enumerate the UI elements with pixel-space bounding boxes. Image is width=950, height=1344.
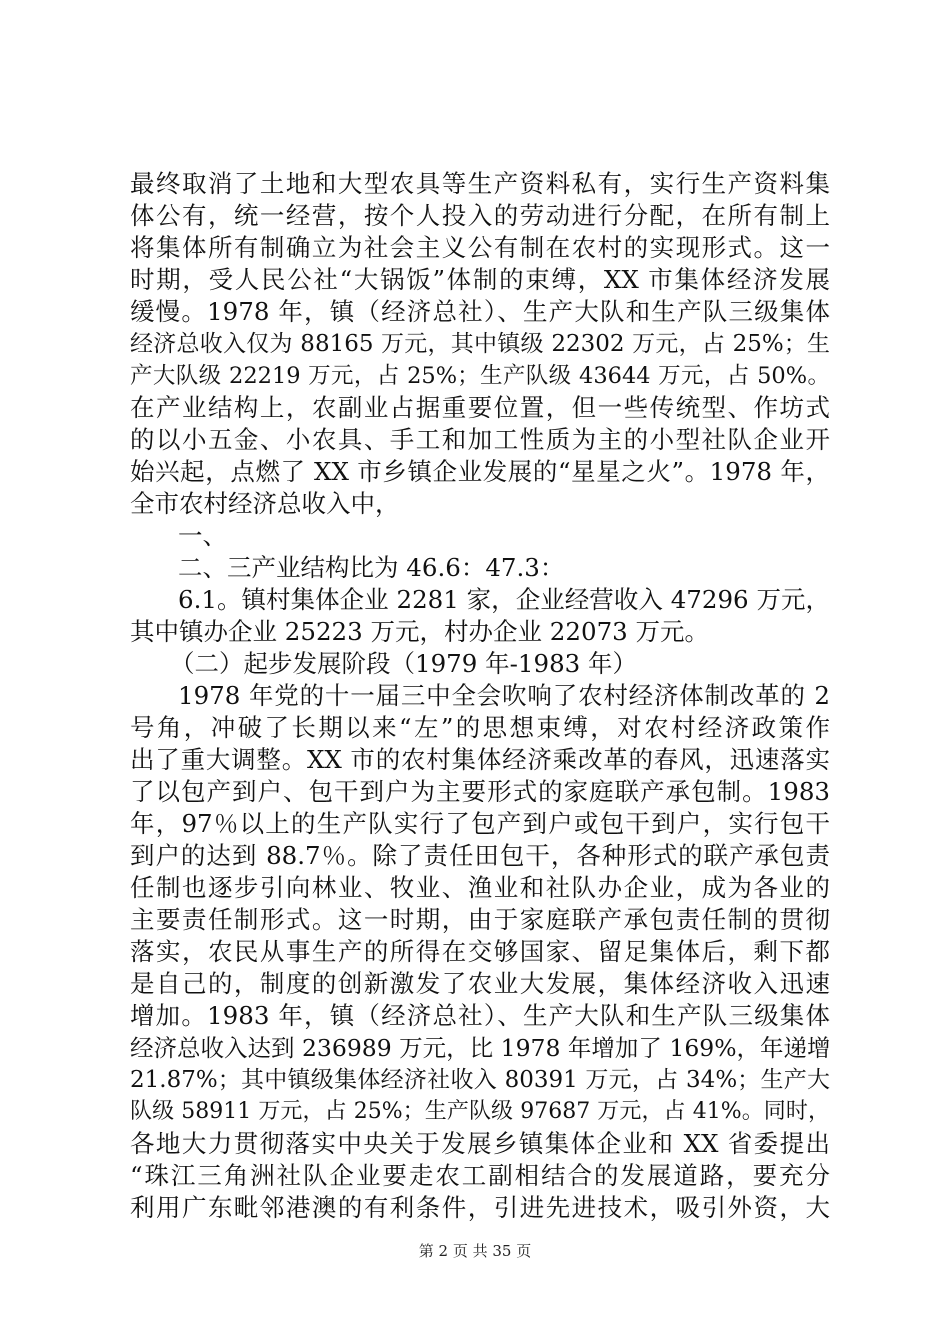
text-line: 的以小五金、小农具、手工和加工性质为主的小型社队企业开	[130, 425, 830, 454]
text-line: 体公有，统一经营，按个人投入的劳动进行分配，在所有制上	[130, 201, 830, 230]
text-line: 产大队级 22219 万元，占 25%；生产队级 43644 万元，占 50%。	[130, 363, 830, 389]
text-line: 缓慢。1978 年，镇（经济总社）、生产大队和生产队三级集体	[130, 297, 830, 326]
text-line: 落实，农民从事生产的所得在交够国家、留足集体后，剩下都	[130, 937, 830, 966]
text-line: 全市农村经济总收入中，	[130, 489, 400, 518]
text-line: 年，97％以上的生产队实行了包产到户或包干到户，实行包干	[130, 809, 830, 838]
text-line: 是自己的，制度的创新激发了农业大发展，集体经济收入迅速	[130, 969, 830, 998]
text-line: 将集体所有制确立为社会主义公有制在农村的实现形式。这一	[130, 233, 830, 262]
text-line: 21.87%；其中镇级集体经济社收入 80391 万元，占 34%；生产大	[130, 1067, 830, 1093]
text-line: 始兴起，点燃了 XX 市乡镇企业发展的“星星之火”。1978 年，	[130, 457, 830, 486]
text-line: 二、三产业结构比为 46.6：47.3：	[178, 553, 565, 582]
text-line: 各地大力贯彻落实中央关于发展乡镇集体企业和 XX 省委提出	[130, 1129, 830, 1158]
text-line: 号角，冲破了长期以来“左”的思想束缚，对农村经济政策作	[130, 713, 830, 742]
text-line: 经济总收入仅为 88165 万元，其中镇级 22302 万元，占 25%；生	[130, 331, 830, 357]
text-line: 6.1。镇村集体企业 2281 家，企业经营收入 47296 万元，	[178, 585, 830, 614]
text-line: 在产业结构上，农副业占据重要位置，但一些传统型、作坊式	[130, 393, 830, 422]
text-line: 任制也逐步引向林业、牧业、渔业和社队办企业，成为各业的	[130, 873, 830, 902]
section-heading: （二）起步发展阶段（1979 年-1983 年）	[170, 649, 638, 678]
body-text	[130, 168, 830, 1224]
text-line: 时期，受人民公社“大锅饭”体制的束缚，XX 市集体经济发展	[130, 265, 830, 294]
text-line: 最终取消了土地和大型农具等生产资料私有，实行生产资料集	[130, 169, 830, 198]
text-line: “珠江三角洲社队企业要走农工副相结合的发展道路，要充分	[130, 1161, 830, 1190]
text-line: 增加。1983 年，镇（经济总社）、生产大队和生产队三级集体	[130, 1001, 830, 1030]
text-line: 1978 年党的十一届三中全会吹响了农村经济体制改革的 2	[178, 681, 830, 710]
text-line: 主要责任制形式。这一时期，由于家庭联产承包责任制的贯彻	[130, 905, 830, 934]
page-number-footer: 第 2 页 共 35 页	[418, 1242, 532, 1260]
text-line: 出了重大调整。XX 市的农村集体经济乘改革的春风，迅速落实	[130, 745, 830, 774]
text-line: 队级 58911 万元，占 25%；生产队级 97687 万元，占 41%。同时，	[130, 1099, 830, 1124]
text-line: 利用广东毗邻港澳的有利条件，引进先进技术，吸引外资，大	[130, 1193, 830, 1222]
text-line: 其中镇办企业 25223 万元，村办企业 22073 万元。	[130, 617, 710, 646]
text-line: 经济总收入达到 236989 万元，比 1978 年增加了 169%，年递增	[130, 1034, 831, 1062]
text-line: 一、	[178, 521, 227, 550]
text-line: 了以包产到户、包干到户为主要形式的家庭联产承包制。1983	[130, 777, 830, 806]
text-line: 到户的达到 88.7％。除了责任田包干，各种形式的联产承包责	[130, 841, 830, 870]
